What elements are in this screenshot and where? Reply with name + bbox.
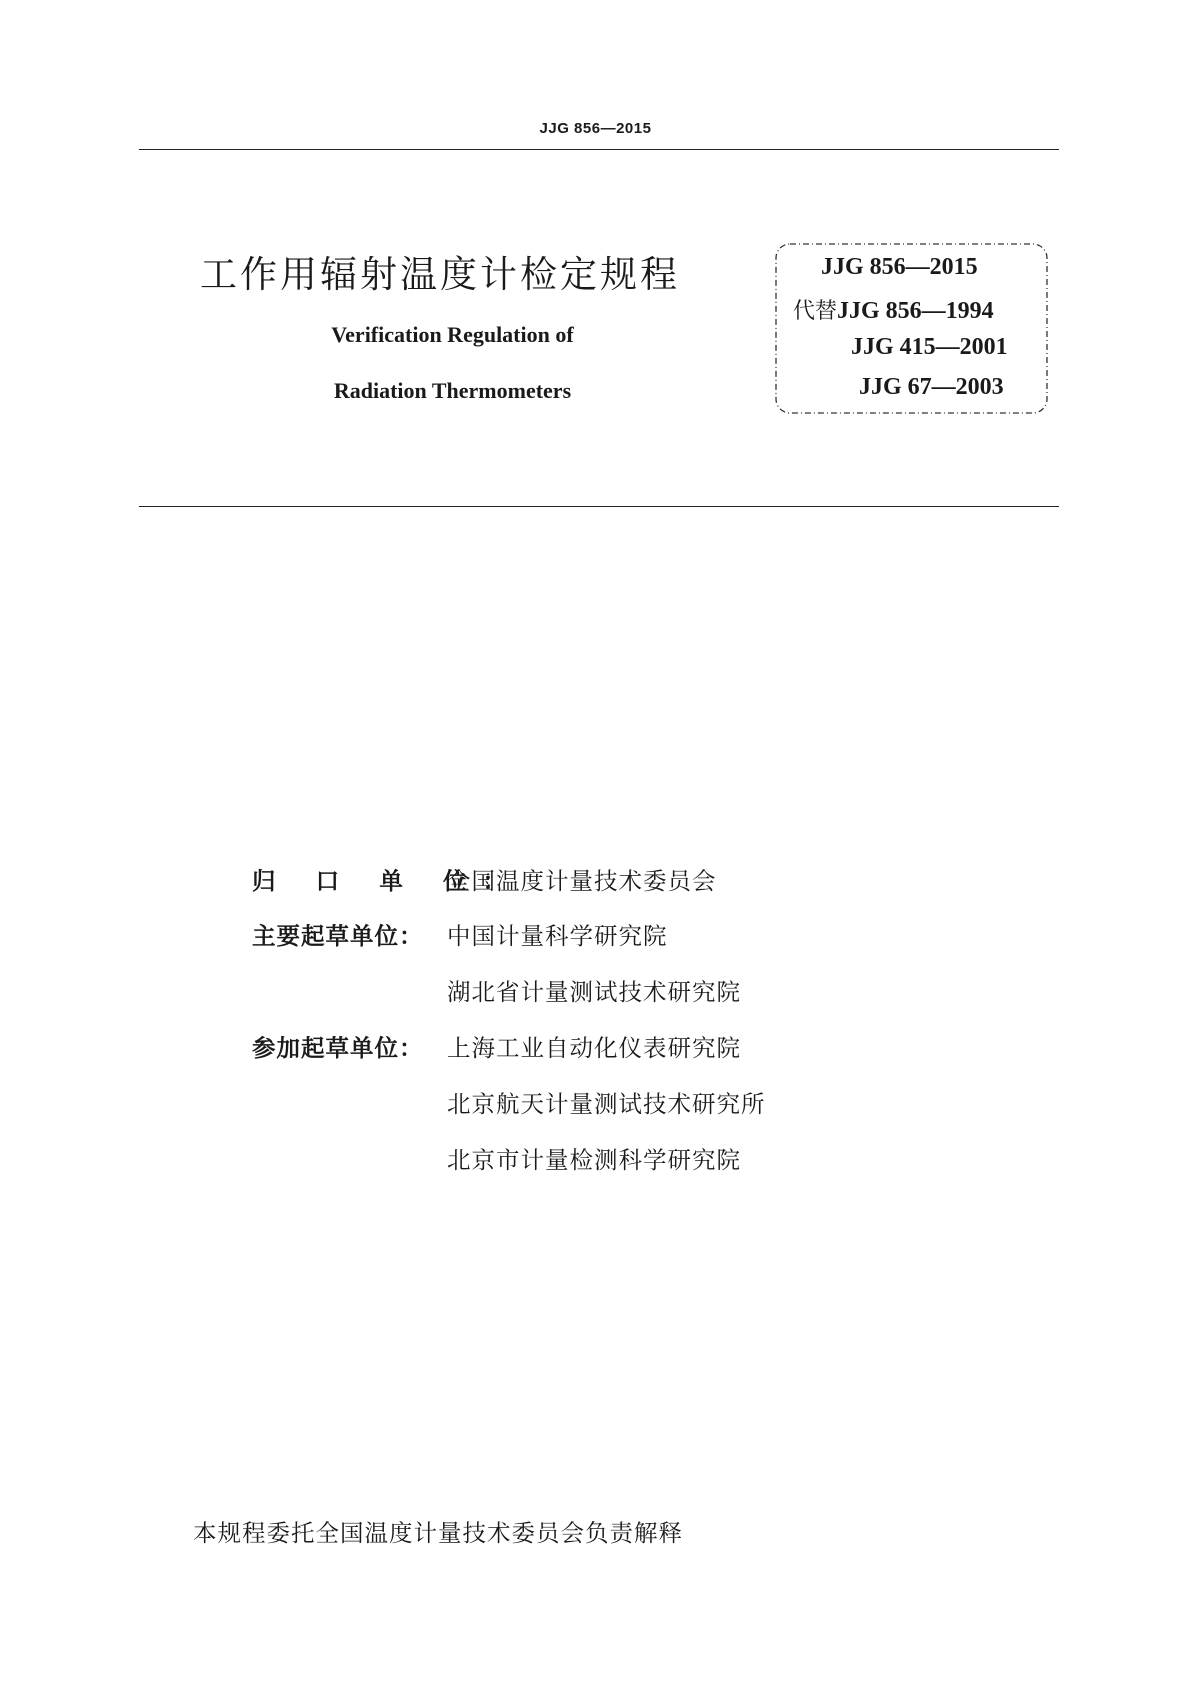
main-drafting-label: 主要起草单位：: [252, 922, 424, 950]
current-code: JJG 856—2015: [821, 254, 978, 280]
replaced-code-1: JJG 856—1994: [837, 298, 994, 324]
participating-unit-3: 北京市计量检测科学研究院: [447, 1146, 741, 1174]
responsible-unit-label: 归 口 单 位：: [252, 867, 523, 895]
title-english-line1: Verification Regulation of: [331, 322, 574, 347]
title-bottom-rule: [139, 506, 1059, 507]
replaced-code-3: JJG 67—2003: [859, 374, 1004, 400]
title-chinese: 工作用辐射温度计检定规程: [200, 253, 680, 296]
responsible-unit: 全国温度计量技术委员会: [447, 867, 717, 895]
replaces-line: [793, 294, 994, 325]
participating-unit-1: 上海工业自动化仪表研究院: [447, 1034, 741, 1062]
interpretation-note: 本规程委托全国温度计量技术委员会负责解释: [193, 1519, 683, 1547]
main-drafting-unit-2: 湖北省计量测试技术研究院: [447, 978, 741, 1006]
header-standard-code: JJG 856—2015: [539, 120, 652, 137]
replaces-prefix: 代替: [793, 299, 838, 324]
standard-code-box: [773, 241, 1050, 416]
header-rule: [139, 149, 1059, 150]
replaced-code-2: JJG 415—2001: [851, 334, 1008, 360]
title-english-line2: Radiation Thermometers: [333, 378, 572, 403]
participating-label: 参加起草单位：: [252, 1034, 424, 1062]
main-drafting-unit-1: 中国计量科学研究院: [447, 922, 668, 950]
participating-unit-2: 北京航天计量测试技术研究所: [447, 1090, 766, 1118]
